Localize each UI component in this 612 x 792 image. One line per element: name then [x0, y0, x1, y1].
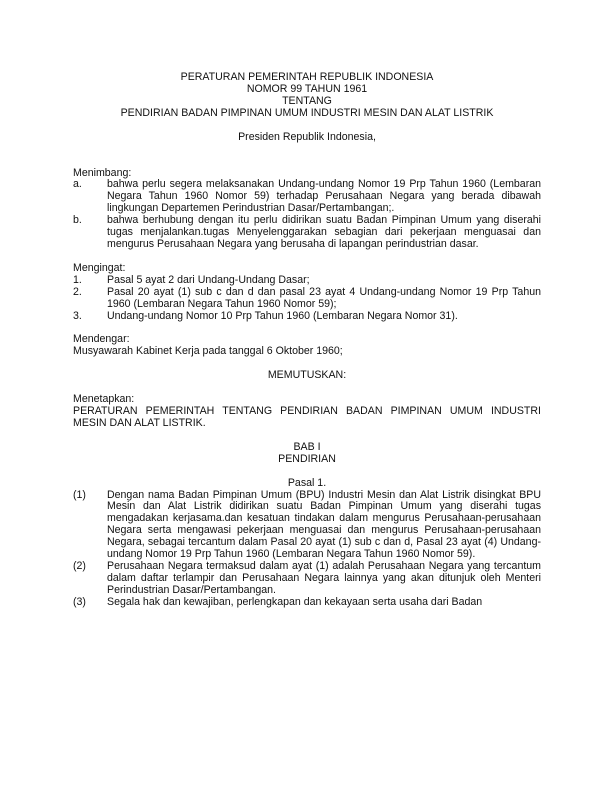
item-text: Pasal 5 ayat 2 dari Undang-Undang Dasar;	[107, 273, 310, 286]
mengingat-title: Mengingat:	[73, 261, 126, 274]
item-number: 2.	[73, 285, 82, 298]
header-line-1: PERATURAN PEMERINTAH REPUBLIK INDONESIA	[180, 71, 434, 83]
item-number: 1.	[73, 273, 82, 286]
pasal-paragraph	[73, 561, 541, 597]
paragraph-text: Perusahaan Negara termaksud dalam ayat (1) adalah Perusahaan Negara yang tercantum dalam daftar terlampir dan Perusahaan Negara lainnya yang akan ditunjuk oleh Menteri Perindustrian Dasar/Pertambangan.	[107, 560, 541, 596]
item-text: Pasal 20 ayat (1) sub c dan d dan pasal 23 ayat 4 Undang-undang Nomor 19 Prp Tahun 1960 (Lembaran Negara Tahun 1960 Nomor 59);	[107, 285, 541, 310]
paragraph-number: (3)	[73, 595, 86, 608]
menimbang-section	[73, 168, 541, 251]
item-number: a.	[73, 178, 82, 191]
menimbang-item	[73, 179, 541, 215]
paragraph-text: Dengan nama Badan Pimpinan Umum (BPU) Industri Mesin dan Alat Listrik disingkat BPU Mesin dan Alat Listrik didirikan suatu Badan Pimpinan Umum yang diserahi tugas mengadakan kerjasama.dan kesatuan tindakan dalam mengurus Perusahaan-perusahaan Negara serta mengawasi pekerjaan menguasai dan mengurus Perusahaan-perusahaan Negara, sebagai tercantum dalam Pasal 20 ayat (1) sub c dan d, Pasal 23 ayat (4) Undang-undang Nomor 19 Prp Tahun 1960 (Lembaran Negara Tahun 1960 Nomor 59).	[107, 488, 541, 561]
mendengar-title: Mendengar:	[73, 333, 130, 346]
menetapkan-section	[73, 394, 541, 430]
document-header	[73, 72, 541, 120]
item-text: Undang-undang Nomor 10 Prp Tahun 1960 (Lembaran Negara Nomor 31).	[107, 309, 458, 322]
memutuskan-heading: MEMUTUSKAN:	[267, 369, 347, 382]
mengingat-item	[73, 287, 541, 311]
presiden-line: Presiden Republik Indonesia,	[238, 130, 376, 143]
document-page	[73, 72, 541, 609]
bab-title: BAB I	[293, 440, 321, 453]
header-line-3: TENTANG	[282, 94, 332, 107]
menetapkan-text: PERATURAN PEMERINTAH TENTANG PENDIRIAN BADAN PIMPINAN UMUM INDUSTRI MESIN DAN ALAT LISTRIK.	[73, 405, 541, 429]
item-number: 3.	[73, 309, 82, 322]
header-line-2: NOMOR 99 TAHUN 1961	[246, 82, 368, 95]
paragraph-number: (1)	[73, 488, 86, 501]
header-line-4: PENDIRIAN BADAN PIMPINAN UMUM INDUSTRI MESIN DAN ALAT LISTRIK	[120, 106, 494, 119]
item-text: bahwa perlu segera melaksanakan Undang-undang Nomor 19 Prp Tahun 1960 (Lembaran Negara Tahun 1960 Nomor 59) terhadap Perusahaan Negara yang berada dibawah lingkungan Departemen Perindustrian Dasar/Pertambangan;.	[107, 178, 541, 215]
mengingat-item	[73, 275, 541, 287]
item-number: b.	[73, 214, 82, 227]
bab-subtitle: PENDIRIAN	[278, 452, 336, 465]
bab-heading	[73, 442, 541, 466]
paragraph-number: (2)	[73, 560, 86, 572]
mendengar-section	[73, 334, 541, 358]
mengingat-section	[73, 263, 541, 323]
item-text: bahwa berhubung dengan itu perlu didirikan suatu Badan Pimpinan Umum yang diserahi tugas menjalankan.tugas Menyelenggarakan sebagian dari pekerjaan menguasai dan mengurus Perusahaan Negara yang berusaha di lapangan perindustrian dasar.	[107, 214, 541, 250]
pasal-title: Pasal 1.	[287, 476, 327, 489]
pasal-1-section	[73, 490, 541, 609]
menimbang-title: Menimbang:	[73, 166, 132, 179]
pasal-paragraph	[73, 490, 541, 561]
mendengar-text: Musyawarah Kabinet Kerja pada tanggal 6 Oktober 1960;	[73, 345, 343, 358]
paragraph-text: Segala hak dan kewajiban, perlengkapan dan kekayaan serta usaha dari Badan	[107, 595, 483, 608]
menimbang-item	[73, 215, 541, 251]
pasal-paragraph	[73, 597, 541, 609]
mengingat-item	[73, 311, 541, 323]
menetapkan-title: Menetapkan:	[73, 393, 135, 406]
